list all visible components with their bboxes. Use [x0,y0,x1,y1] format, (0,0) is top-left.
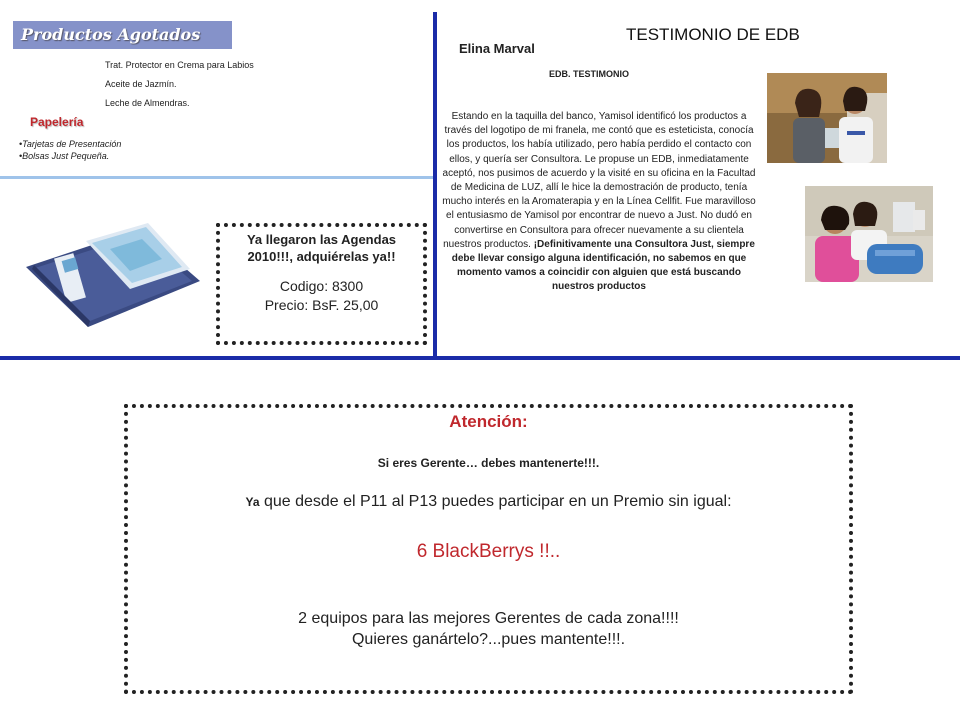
testimonio-bold-text: ¡Definitivamente una Consultora Just, siempre debe llevar consigo alguna identificación, no sabemos en que momento vamos a coincidir con alguien que está buscando nuestros productos [451,238,755,293]
list-item: Leche de Almendras. [105,98,190,108]
agenda-codigo: Codigo: 8300 [279,278,364,294]
divider-vertical [433,12,437,357]
list-item: • Bolsas Just Pequeña. [19,150,121,162]
testimonio-text: Estando en la taquilla del banco, Yamisol identificó los productos a través del logotipo de mi franela, me contó que es esteticista, conocía los productos, los había utilizado, pero había perdido el contacto con ellos, y quería ser Consultora. Le propuse un EDB, inmediatamente aceptó, nos pusimos de acuerdo y la visité en su oficina en la Facultad de Medicina de LUZ, allí le hice la demostración de producto, tenía mucho interés en la Aromaterapia y en la Línea Cellfit. Fue maravilloso el entusiasmo de Yamisol por encontrar de nuevo a Just. No dudó en convertirse en Consultora para ofrecer nuevamente a su clientela nuestros productos. [442,111,756,250]
atencion-prize: 6 BlackBerrys !!.. [416,541,561,562]
atencion-title: Atención: [449,412,528,431]
testimonio-photo-2 [805,186,933,282]
list-item: Trat. Protector en Crema para Labios [105,60,254,70]
atencion-quieres: Quieres ganártelo?...pues mantente!!!. [351,631,626,648]
atencion-equipos: 2 equipos para las mejores Gerentes de cada zona!!!! [298,610,679,627]
agenda-image [22,219,205,331]
divider-top-left [0,176,434,179]
atencion-line-text: que desde el P11 al P13 puedes participar en un Premio sin igual: [259,493,732,510]
productos-agotados-list [105,56,254,113]
atencion-line [128,493,849,511]
list-item: Aceite de Jazmín. [105,79,177,89]
papeleria-list [19,138,121,162]
list-item: • Tarjetas de Presentación [19,138,121,150]
testimonio-body [441,110,757,295]
testimonio-photo-1 [767,73,887,163]
divider-horizontal [0,356,960,360]
atencion-box [124,404,853,694]
agenda-precio: Precio: BsF. 25,00 [264,297,379,313]
atencion-line-prefix: Ya [245,495,260,509]
testimonio-author: Elina Marval [459,41,535,56]
productos-agotados-banner: Productos Agotados [13,21,232,49]
testimonio-subtitle: EDB. TESTIMONIO [549,69,630,79]
atencion-closing [128,608,849,650]
agenda-promo-box [216,223,427,345]
atencion-subtitle: Si eres Gerente… debes mantenerte!!!. [377,456,600,470]
testimonio-title: TESTIMONIO DE EDB [626,25,800,44]
agenda-title: Ya llegaron las Agendas 2010!!!, adquiérelas ya!! [246,232,397,264]
papeleria-heading: Papelería [30,115,84,129]
